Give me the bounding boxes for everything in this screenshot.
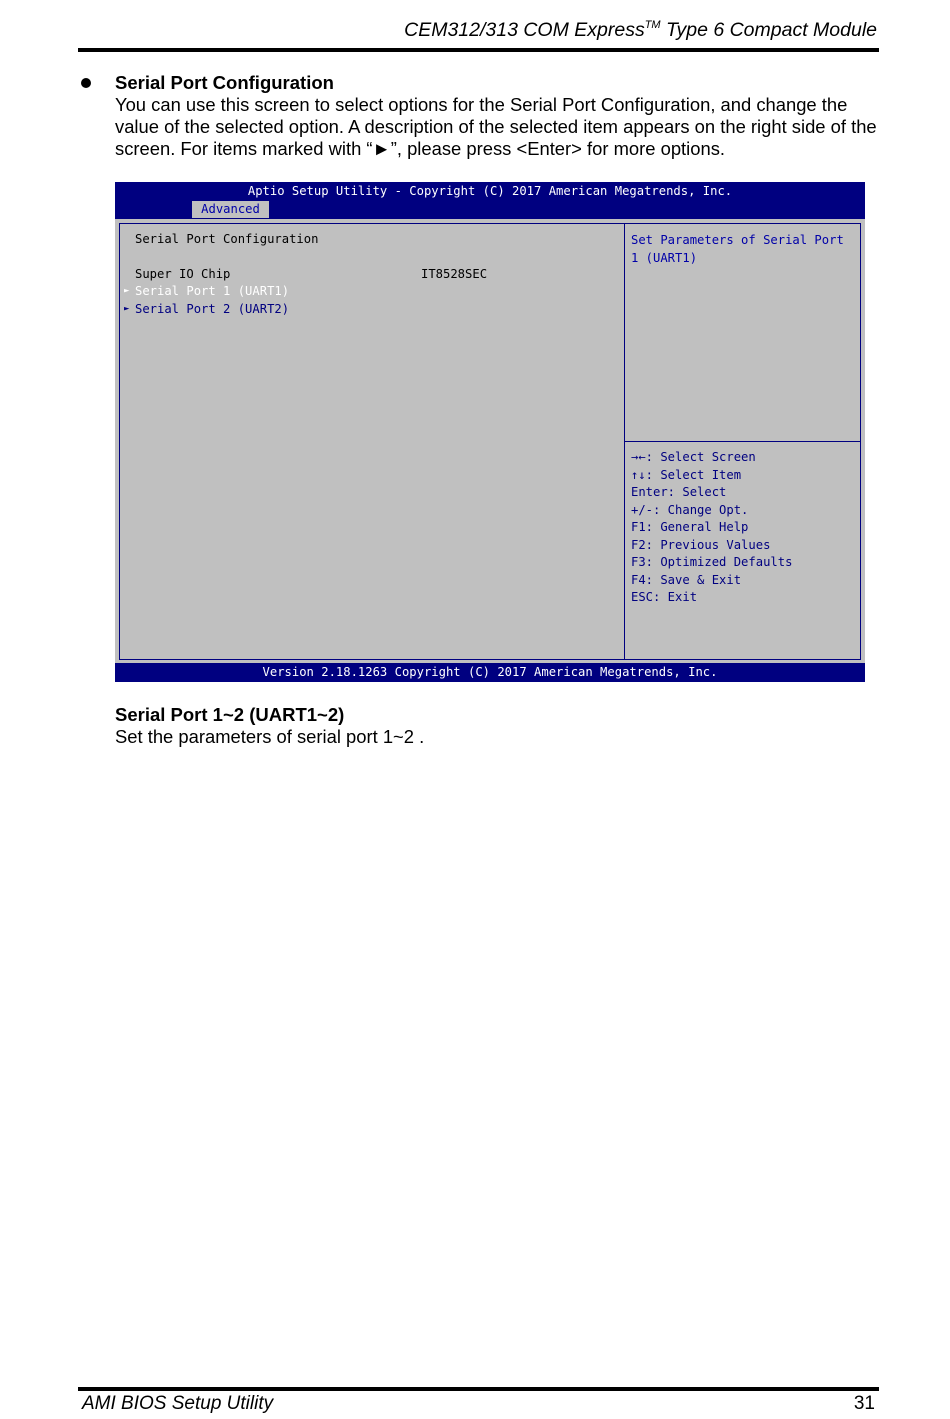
submenu-arrow-icon: ►	[124, 304, 130, 314]
document-title	[404, 19, 877, 42]
key-change-opt: +/-: Change Opt.	[631, 502, 749, 517]
menu-item-serial-port-1[interactable]: Serial Port 1 (UART1)	[135, 284, 290, 298]
subsection-description: Set the parameters of serial port 1~2 .	[115, 726, 425, 747]
key-select-screen: →←: Select Screen	[631, 450, 756, 464]
title-main: CEM312/313 COM Express	[404, 19, 645, 41]
key-enter-select: Enter: Select	[631, 485, 727, 499]
bios-version-bar: Version 2.18.1263 Copyright (C) 2017 American Megatrends, Inc.	[115, 663, 865, 682]
title-rest: Type 6 Compact Module	[660, 19, 877, 41]
super-io-label: Super IO Chip	[135, 267, 231, 281]
bios-key-legend	[631, 450, 792, 608]
section-title: Serial Port Configuration	[115, 72, 334, 93]
super-io-value: IT8528SEC	[421, 267, 488, 281]
key-esc-exit: ESC: Exit	[631, 590, 698, 604]
page-header	[78, 18, 879, 52]
bios-horizontal-divider	[625, 441, 860, 442]
page-number: 31	[853, 1393, 875, 1414]
bios-page-heading: Serial Port Configuration	[135, 232, 319, 246]
key-save-exit: F4: Save & Exit	[631, 572, 742, 587]
section-description: You can use this screen to select options for the Serial Port Configuration, and change the value of the selected option. A description of the selected item appears on the right side of the screen. For items marked with “►”, please press <Enter> for more options.	[115, 94, 877, 159]
key-previous-values: F2: Previous Values	[631, 537, 771, 552]
bios-help-text: Set Parameters of Serial Port 1 (UART1)	[631, 233, 844, 265]
footer-rule	[78, 1387, 879, 1391]
bios-screenshot	[115, 182, 865, 682]
bullet-icon	[81, 78, 91, 88]
tab-advanced[interactable]: Advanced	[192, 201, 269, 218]
bios-title: Aptio Setup Utility - Copyright (C) 2017 American Megatrends, Inc.	[247, 184, 733, 198]
bios-title-bar	[115, 182, 865, 219]
menu-item-serial-port-2[interactable]: Serial Port 2 (UART2)	[135, 302, 290, 316]
subsection-title: Serial Port 1~2 (UART1~2)	[115, 704, 345, 725]
key-general-help: F1: General Help	[631, 520, 749, 534]
submenu-arrow-icon: ►	[124, 286, 130, 296]
trademark-mark: TM	[644, 19, 661, 31]
bios-main-frame	[119, 223, 861, 660]
key-select-item: ↑↓: Select Item	[631, 467, 742, 482]
footer-title: AMI BIOS Setup Utility	[82, 1393, 274, 1414]
key-optimized-defaults: F3: Optimized Defaults	[631, 555, 793, 569]
